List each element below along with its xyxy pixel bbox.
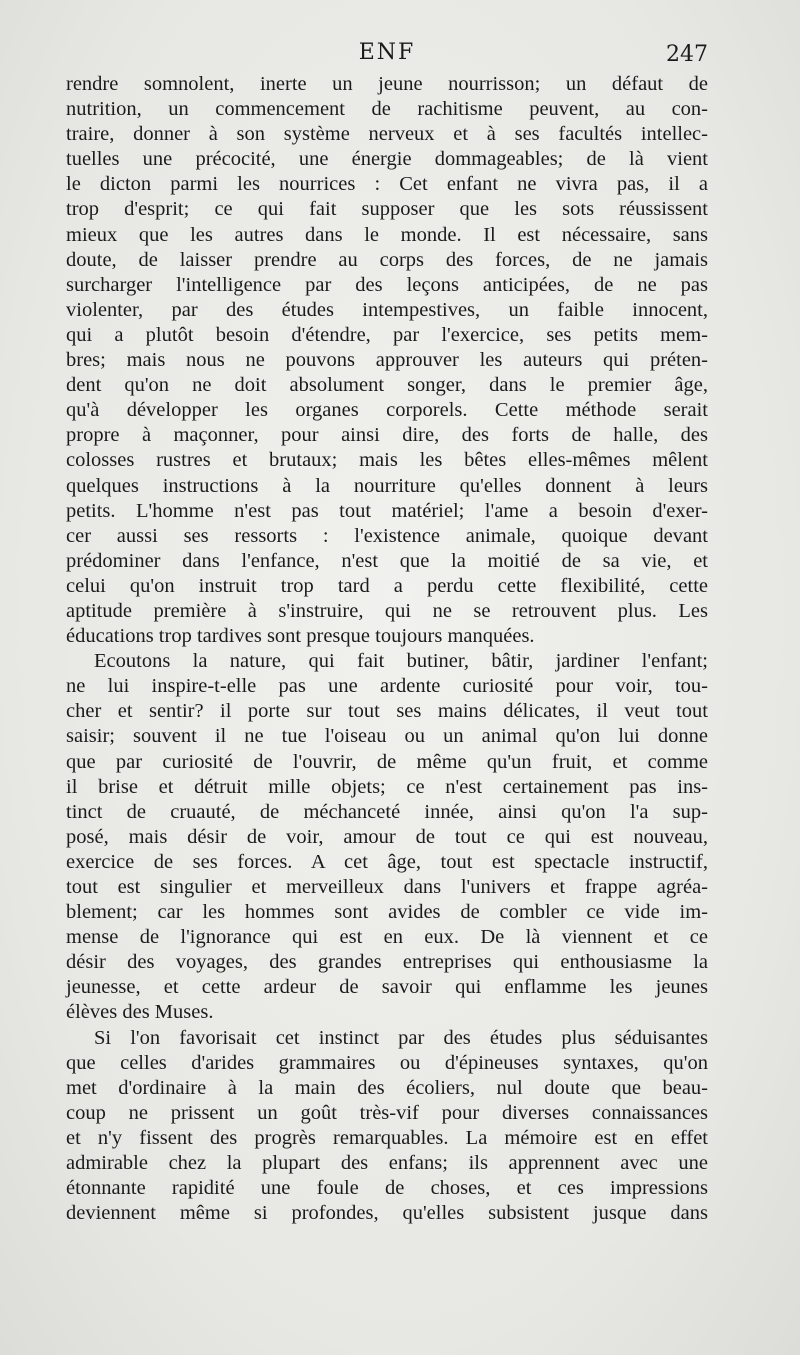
text-line: blement; car les hommes sont avides de combler ce vide im- [66, 901, 708, 924]
text-line: qu'à développer les organes corporels. Cette méthode serait [66, 399, 708, 422]
text-line: doute, de laisser prendre au corps des forces, de ne jamais [66, 248, 708, 271]
text-line: colosses rustres et brutaux; mais les bêtes elles-mêmes mêlent [66, 449, 708, 472]
text-line: tinct de cruauté, de méchanceté innée, ainsi qu'on l'a sup- [66, 800, 708, 823]
text-line: Si l'on favorisait cet instinct par des études plus séduisantes [94, 1026, 708, 1049]
text-line: élèves des Muses. [66, 1001, 214, 1024]
text-line: tuelles une précocité, une énergie dommageables; de là vient [66, 148, 708, 171]
page-number: 247 [666, 42, 708, 67]
text-line: aptitude première à s'instruire, qui ne se retrouvent plus. Les [66, 599, 708, 622]
text-line: celui qu'on instruit trop tard a perdu cette flexibilité, cette [66, 574, 708, 597]
text-line: désir des voyages, des grandes entreprises qui enthousiasme la [66, 951, 708, 974]
paragraph [66, 1026, 708, 1227]
text-line: saisir; souvent il ne tue l'oiseau ou un animal qu'on lui donne [66, 725, 708, 748]
text-line: rendre somnolent, inerte un jeune nourrisson; un défaut de [66, 73, 708, 95]
text-line: bres; mais nous ne pouvons approuver les auteurs qui préten- [66, 349, 708, 372]
text-line: propre à maçonner, pour ainsi dire, des forts de halle, des [66, 424, 708, 447]
text-line: que celles d'arides grammaires ou d'épineuses syntaxes, qu'on [66, 1051, 708, 1074]
paragraph [66, 649, 708, 1025]
text-line: coup ne prissent un goût très-vif pour diverses connaissances [66, 1101, 708, 1124]
text-line: mieux que les autres dans le monde. Il est nécessaire, sans [66, 223, 708, 246]
text-line: qui a plutôt besoin d'étendre, par l'exercice, ses petits mem- [66, 323, 708, 346]
text-line: que par curiosité de l'ouvrir, de même qu'un fruit, et comme [66, 750, 708, 773]
text-line: cer aussi ses ressorts : l'existence animale, quoique devant [66, 524, 708, 547]
text-line: jeunesse, et cette ardeur de savoir qui enflamme les jeunes [66, 976, 708, 999]
paragraph [66, 72, 708, 649]
text-line: étonnante rapidité une foule de choses, et ces impressions [66, 1177, 708, 1200]
page-header [66, 40, 708, 74]
text-line: petits. L'homme n'est pas tout matériel; l'ame a besoin d'exer- [66, 499, 708, 522]
text-line: violenter, par des études intempestives, un faible innocent, [66, 298, 708, 321]
text-line: nutrition, un commencement de rachitisme peuvent, au con- [66, 98, 708, 121]
text-line: dent qu'on ne doit absolument songer, dans le premier âge, [66, 374, 708, 397]
text-line: tout est singulier et merveilleux dans l'univers et frappe agréa- [66, 876, 708, 898]
text-line: ne lui inspire-t-elle pas une ardente curiosité pour voir, tou- [66, 675, 708, 698]
text-line: prédominer dans l'enfance, n'est que la moitié de sa vie, et [66, 549, 708, 572]
text-line: et n'y fissent des progrès remarquables. La mémoire est en effet [66, 1126, 708, 1149]
body-text [66, 72, 708, 1226]
text-line: mense de l'ignorance qui est en eux. De là viennent et ce [66, 926, 708, 949]
text-line: surcharger l'intelligence par des leçons anticipées, de ne pas [66, 273, 708, 296]
text-line: traire, donner à son système nerveux et à ses facultés intellec- [66, 123, 708, 146]
text-line: admirable chez la plupart des enfans; ils apprennent avec une [66, 1152, 708, 1175]
text-line: met d'ordinaire à la main des écoliers, nul doute que beau- [66, 1076, 708, 1099]
text-line: exercice de ses forces. A cet âge, tout est spectacle instructif, [66, 850, 708, 873]
text-line: éducations trop tardives sont presque toujours manquées. [66, 625, 535, 648]
running-head: ENF [358, 40, 416, 65]
text-line: posé, mais désir de voir, amour de tout ce qui est nouveau, [66, 825, 708, 848]
text-line: trop d'esprit; ce qui fait supposer que les sots réussissent [66, 198, 708, 221]
text-line: le dicton parmi les nourrices : Cet enfant ne vivra pas, il a [66, 173, 708, 196]
text-line: il brise et détruit mille objets; ce n'est certainement pas ins- [66, 775, 708, 798]
text-line: deviennent même si profondes, qu'elles subsistent jusque dans [66, 1202, 708, 1225]
text-line: quelques instructions à la nourriture qu'elles donnent à leurs [66, 474, 708, 497]
text-line: cher et sentir? il porte sur tout ses mains délicates, il veut tout [66, 700, 708, 723]
text-line: Ecoutons la nature, qui fait butiner, bâtir, jardiner l'enfant; [94, 650, 708, 673]
